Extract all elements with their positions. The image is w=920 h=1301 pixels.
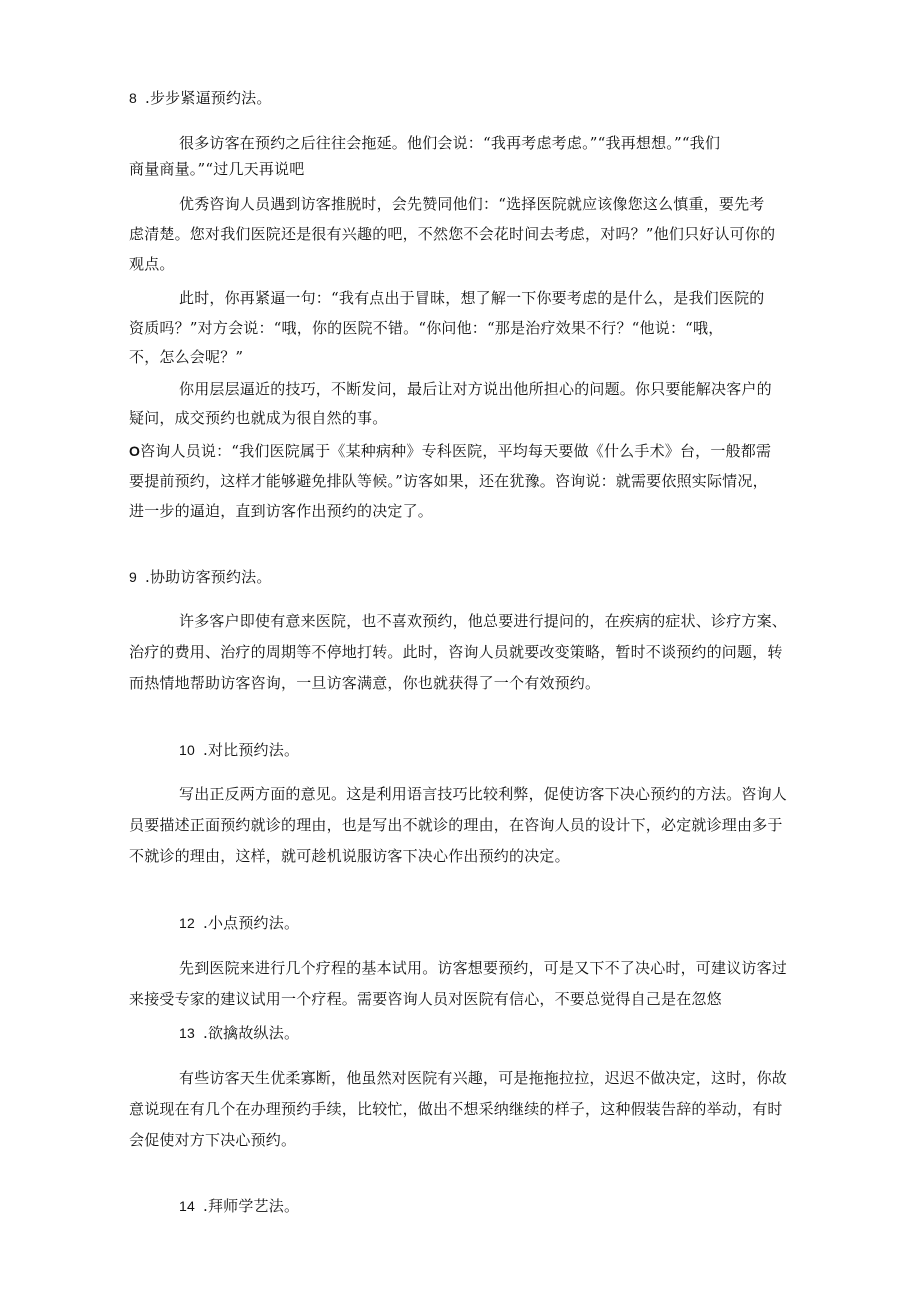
paragraph-line: 优秀咨询人员遇到访客推脱时，会先赞同他们：“选择医院就应该像您这么慎重，要先考 bbox=[179, 195, 765, 213]
bullet-marker: O bbox=[129, 443, 141, 459]
section-heading-12 bbox=[179, 913, 299, 933]
paragraph-line: 商量商量。”“过几天再说吧 bbox=[129, 160, 305, 178]
section-title: .协助访客预约法。 bbox=[145, 568, 272, 586]
section-heading-14 bbox=[179, 1196, 299, 1216]
paragraph-line: 很多访客在预约之后往往会拖延。他们会说：“我再考虑考虑。”“我再想想。”“我们 bbox=[179, 134, 721, 152]
bullet-text: 咨询人员说：“我们医院属于《某种病种》专科医院，平均每天要做《什么手术》台，一般都需 bbox=[140, 442, 772, 460]
paragraph-line: 意说现在有几个在办理预约手续，比较忙，做出不想采纳继续的样子，这种假装告辞的举动，有时 bbox=[129, 1100, 783, 1118]
paragraph-line: 观点。 bbox=[129, 255, 175, 273]
paragraph-line: 资质吗？”对方会说：“哦，你的医院不错。“你问他：“那是治疗效果不行？“他说：“哦， bbox=[129, 319, 724, 337]
paragraph-line: 疑问，成交预约也就成为很自然的事。 bbox=[129, 409, 388, 427]
section-title: .小点预约法。 bbox=[202, 914, 300, 932]
paragraph-line: 而热情地帮助访客咨询，一旦访客满意，你也就获得了一个有效预约。 bbox=[129, 674, 601, 692]
paragraph-line: 要提前预约，这样才能够避免排队等候。”访客如果，还在犹豫。咨询说：就需要依照实际情况， bbox=[129, 472, 768, 490]
section-heading-8 bbox=[129, 88, 272, 108]
paragraph-line: 你用层层逼近的技巧，不断发问，最后让对方说出他所担心的问题。你只要能解决客户的 bbox=[179, 380, 772, 398]
paragraph-line: 虑清楚。您对我们医院还是很有兴趣的吧，不然您不会花时间去考虑，对吗？”他们只好认可你的 bbox=[129, 225, 776, 243]
paragraph-line: 治疗的费用、治疗的周期等不停地打转。此时，咨询人员就要改变策略，暂时不谈预约的问题，转 bbox=[129, 643, 783, 661]
section-number: 14 bbox=[179, 1198, 195, 1214]
section-number: 10 bbox=[179, 742, 195, 758]
paragraph-line: 不，怎么会呢？” bbox=[129, 348, 244, 366]
paragraph-line: 写出正反两方面的意见。这是利用语言技巧比较利弊，促使访客下决心预约的方法。咨询人 bbox=[179, 785, 788, 803]
paragraph-line: 来接受专家的建议试用一个疗程。需要咨询人员对医院有信心，不要总觉得自己是在忽悠 bbox=[129, 990, 722, 1008]
paragraph-line: 许多客户即使有意来医院，也不喜欢预约，他总要进行提问的，在疾病的症状、诊疗方案、 bbox=[179, 612, 788, 630]
section-heading-13 bbox=[179, 1023, 299, 1043]
paragraph-line: 员要描述正面预约就诊的理由，也是写出不就诊的理由，在咨询人员的设计下，必定就诊理由多于 bbox=[129, 816, 783, 834]
bullet-line bbox=[129, 441, 771, 461]
section-number: 12 bbox=[179, 915, 195, 931]
section-title: .欲擒故纵法。 bbox=[202, 1024, 300, 1042]
paragraph-line: 不就诊的理由，这样，就可趁机说服访客下决心作出预约的决定。 bbox=[129, 847, 570, 865]
section-title: .步步紧逼预约法。 bbox=[145, 89, 272, 107]
paragraph-line: 会促使对方下决心预约。 bbox=[129, 1131, 297, 1149]
section-heading-9 bbox=[129, 567, 272, 587]
section-heading-10 bbox=[179, 740, 299, 760]
section-title: .拜师学艺法。 bbox=[202, 1197, 300, 1215]
section-number: 9 bbox=[129, 569, 137, 585]
paragraph-line: 先到医院来进行几个疗程的基本试用。访客想要预约，可是又下不了决心时，可建议访客过 bbox=[179, 959, 788, 977]
section-number: 13 bbox=[179, 1025, 195, 1041]
paragraph-line: 此时，你再紧逼一句：“我有点出于冒昧，想了解一下你要考虑的是什么，是我们医院的 bbox=[179, 289, 765, 307]
paragraph-line: 进一步的逼迫，直到访客作出预约的决定了。 bbox=[129, 502, 434, 520]
section-title: .对比预约法。 bbox=[202, 741, 300, 759]
section-number: 8 bbox=[129, 90, 137, 106]
paragraph-line: 有些访客天生优柔寡断，他虽然对医院有兴趣，可是拖拖拉拉，迟迟不做决定，这时，你故 bbox=[179, 1069, 788, 1087]
